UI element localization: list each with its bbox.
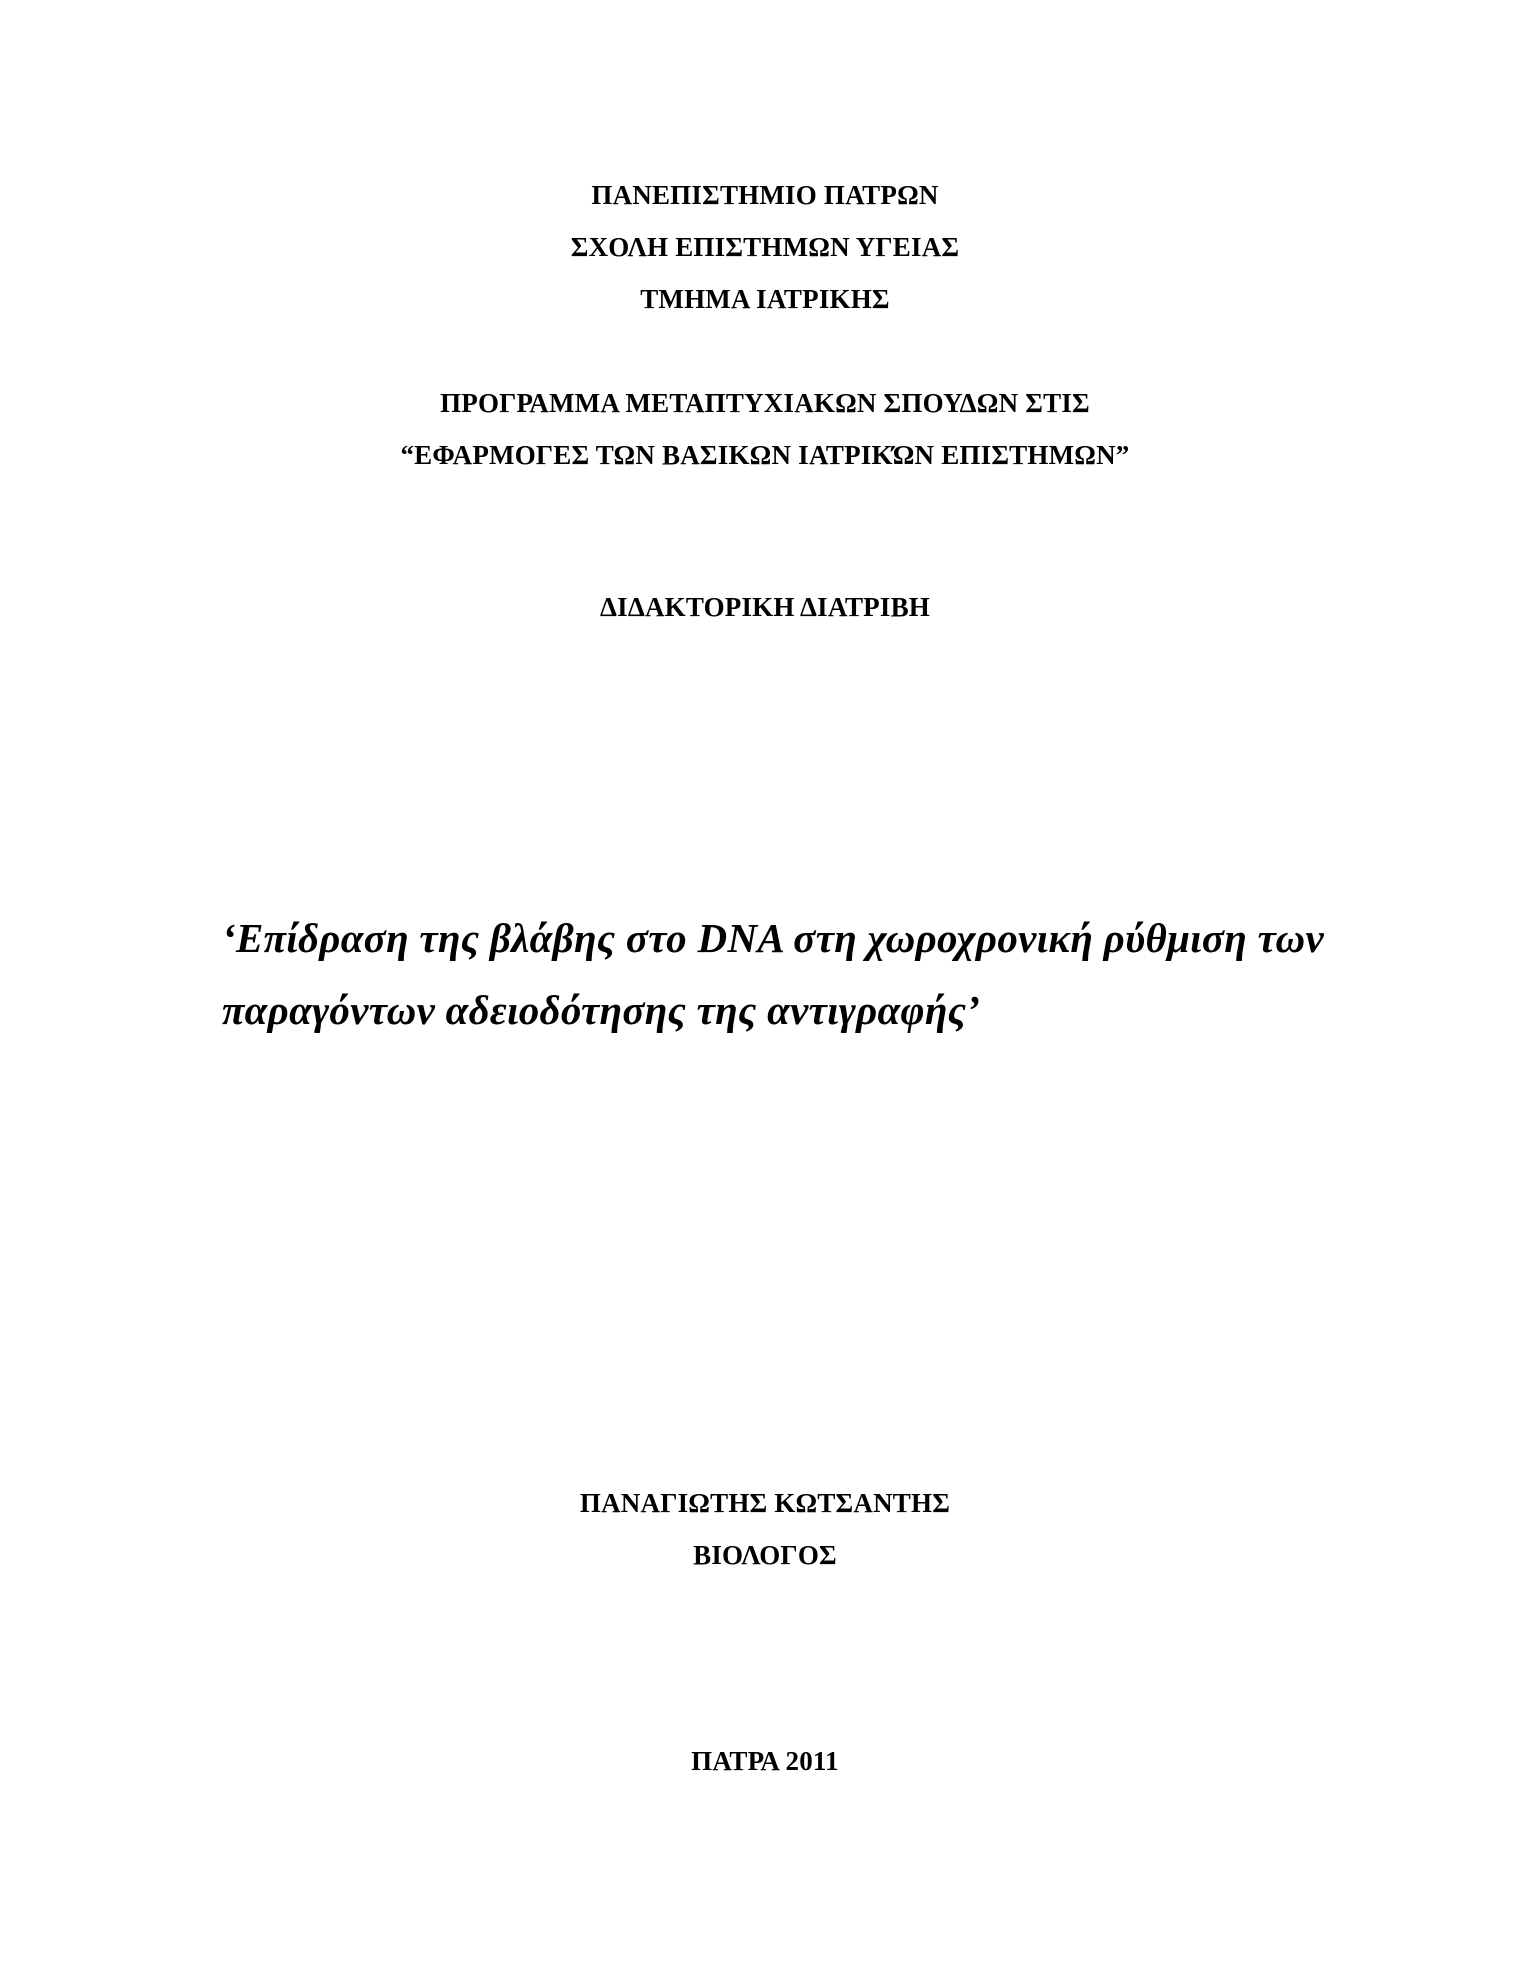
thesis-title-line-2: παραγόντων αδειοδότησης της αντιγραφής’ [222,987,981,1033]
program-line-2: “ΕΦΑΡΜΟΓΕΣ ΤΩΝ ΒΑΣΙΚΩΝ ΙΑΤΡΙΚΏΝ ΕΠΙΣΤΗΜΩΝ” [400,440,1130,470]
university-name: ΠΑΝΕΠΙΣΤΗΜΙΟ ΠΑΤΡΩΝ [591,180,939,210]
thesis-title-line-1: ‘Επίδραση της βλάβης στο DNA στη χωροχρονική ρύθμιση των [222,915,1324,961]
author-profession: ΒΙΟΛΟΓΟΣ [693,1540,837,1570]
author-name: ΠΑΝΑΓΙΩΤΗΣ ΚΩΤΣΑΝΤΗΣ [579,1488,951,1518]
school-name: ΣΧΟΛΗ ΕΠΙΣΤΗΜΩΝ ΥΓΕΙΑΣ [570,232,960,262]
document-type: ΔΙΔΑΚΤΟΡΙΚΗ ΔΙΑΤΡΙΒΗ [600,592,930,622]
place-year: ΠΑΤΡΑ 2011 [691,1746,839,1776]
program-line-1: ΠΡΟΓΡΑΜΜΑ ΜΕΤΑΠΤΥΧΙΑΚΩΝ ΣΠΟΥΔΩΝ ΣΤΙΣ [440,388,1090,418]
department-name: ΤΜΗΜΑ ΙΑΤΡΙΚΗΣ [640,284,890,314]
